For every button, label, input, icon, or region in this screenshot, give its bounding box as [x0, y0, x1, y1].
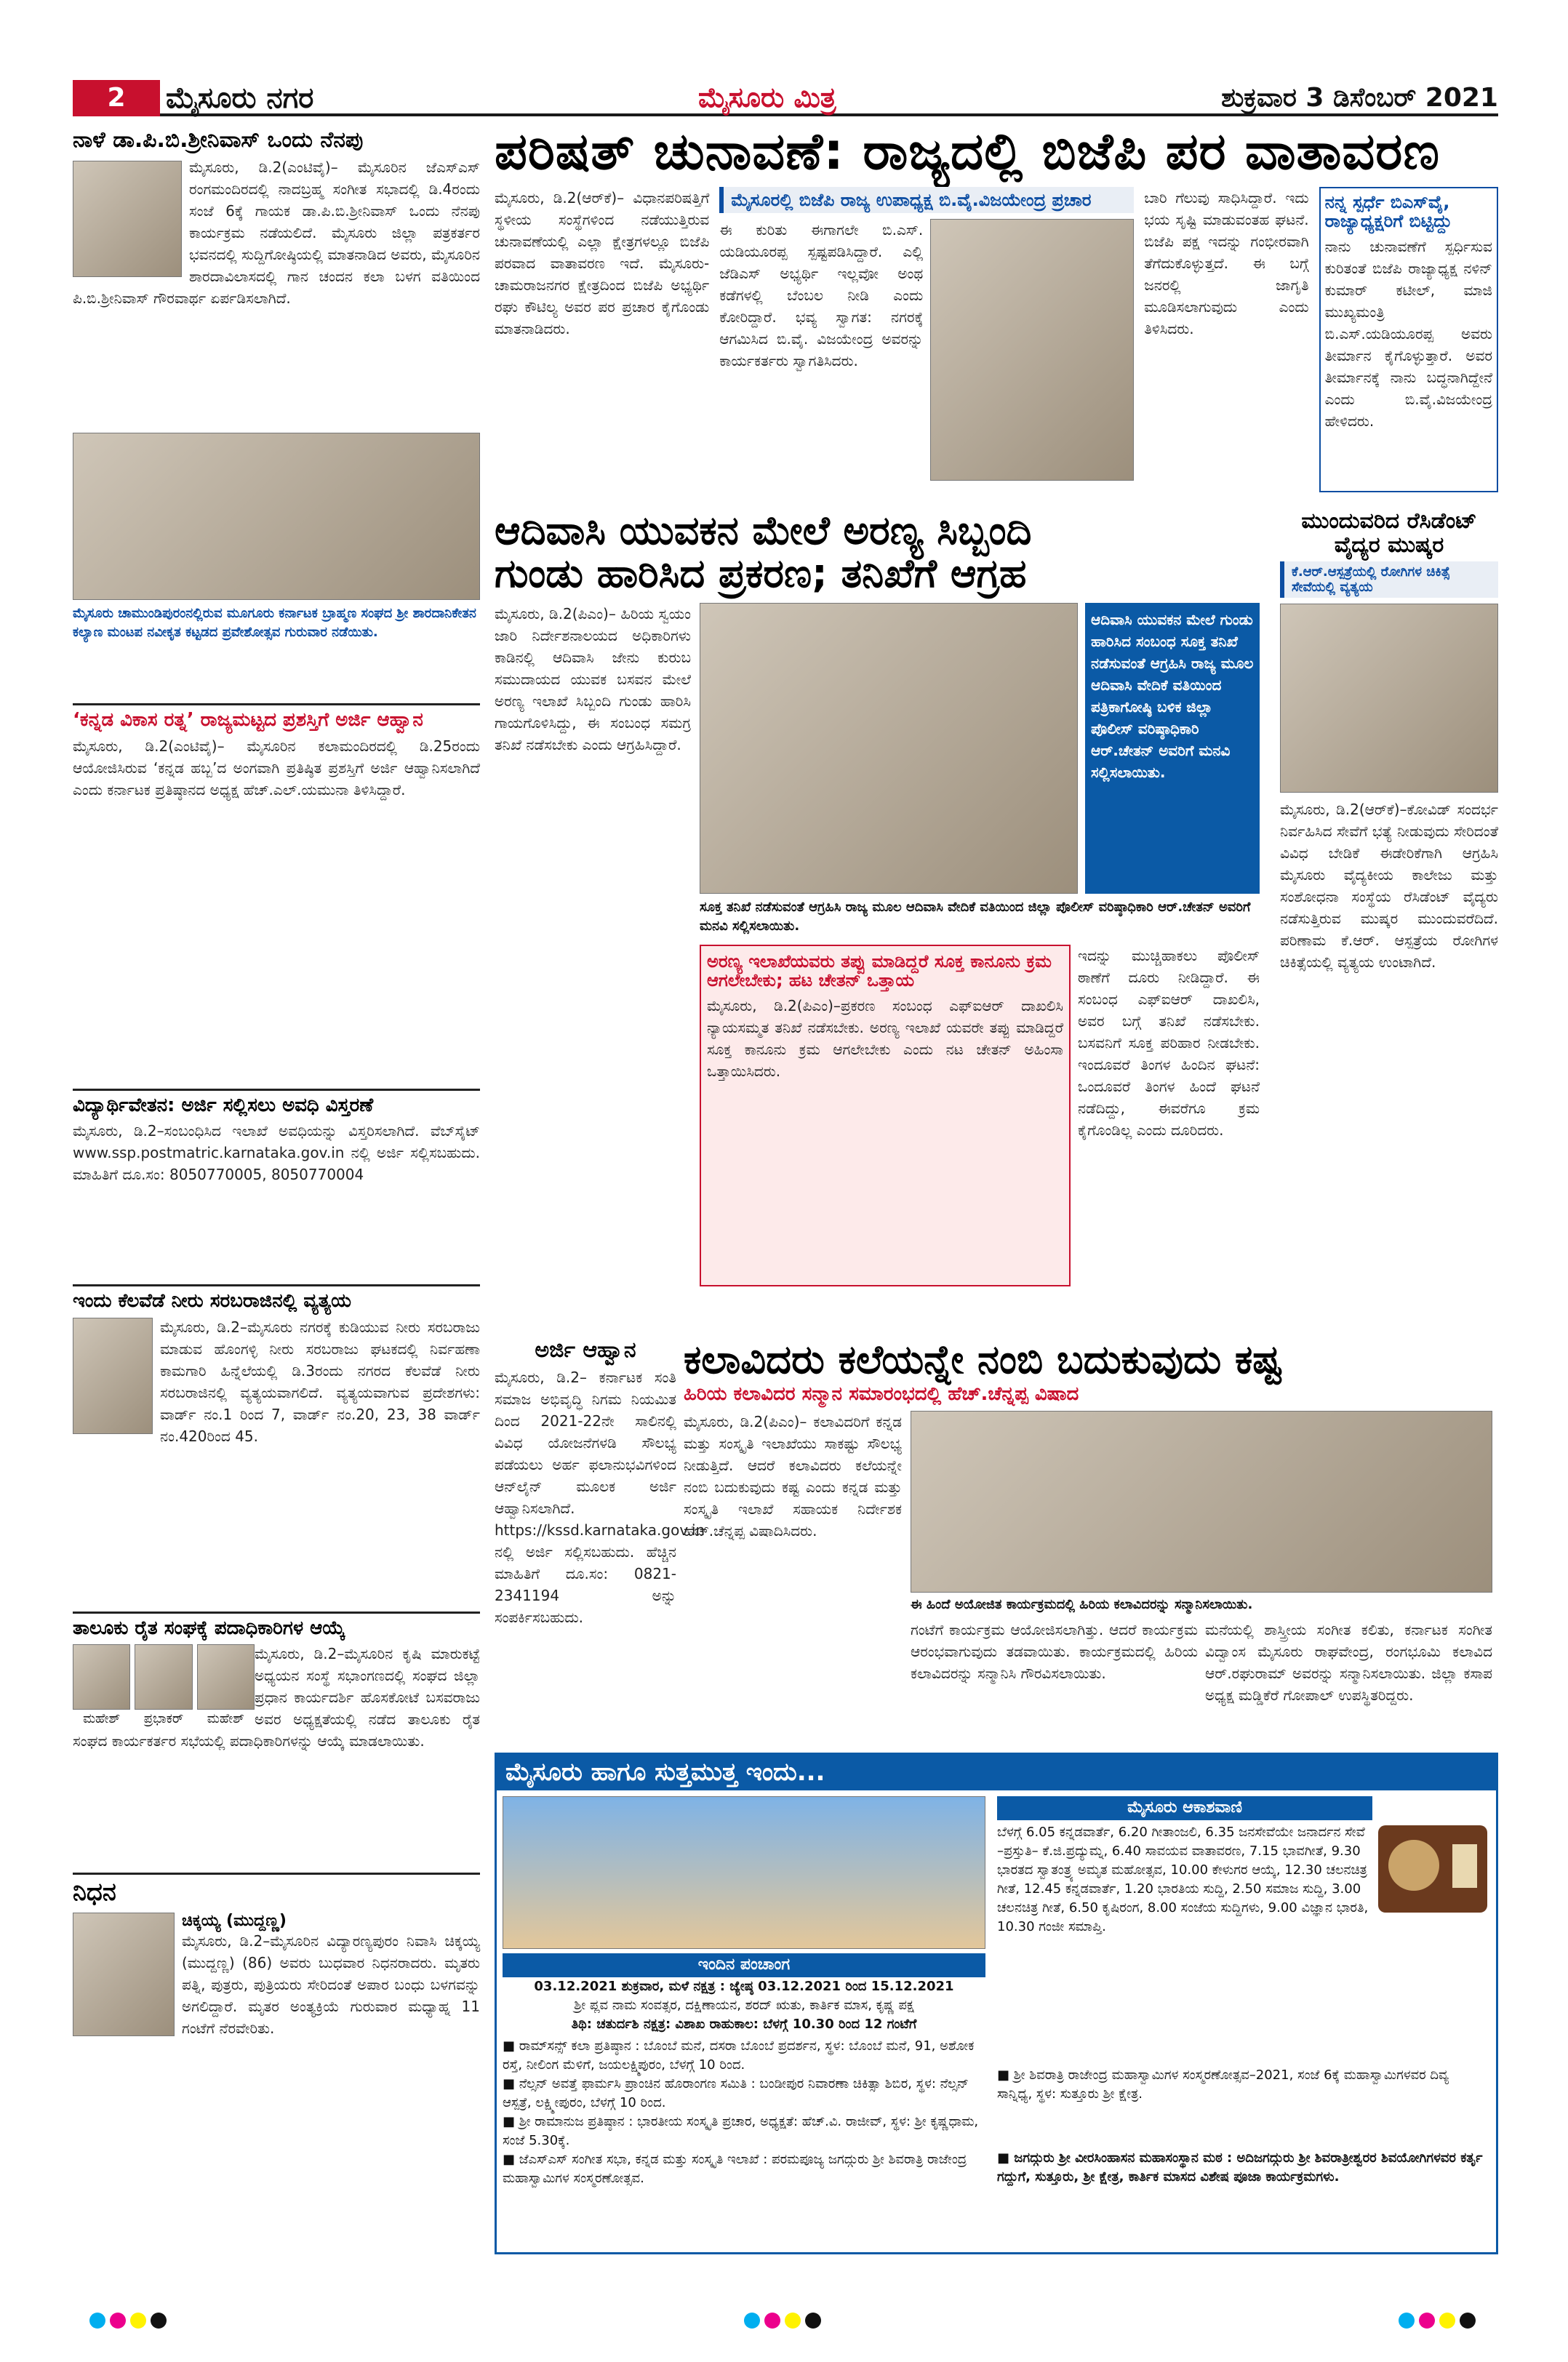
- felicitation-caption: ಈ ಹಿಂದೆ ಅಯೋಜಿತ ಕಾರ್ಯಕ್ರಮದಲ್ಲಿ ಹಿರಿಯ ಕಲಾವಿದರನ್ನು ಸನ್ಮಾನಿಸಲಾಯಿತು.: [911, 1596, 1253, 1612]
- vijayendra-photo: [930, 219, 1134, 481]
- water-tap-photo: [73, 1318, 153, 1434]
- artists-lower: [911, 1619, 1492, 1728]
- office-bearer-name: ಪ್ರಭಾಕರ್: [143, 1711, 184, 1727]
- adivasi-right: [700, 603, 1260, 1301]
- raitha-headline: ತಾಲೂಕು ರೈತ ಸಂಘಕ್ಕೆ ಪದಾಧಿಕಾರಿಗಳ ಆಯ್ಕೆ: [73, 1617, 345, 1639]
- left-column: [73, 124, 480, 2233]
- chetan-headline: ಅರಣ್ಯ ಇಲಾಖೆಯವರು ತಪ್ಪು ಮಾಡಿದ್ದರೆ ಸೂಕ್ತ ಕಾನೂನು ಕ್ರಮ ಆಗಲೇಬೇಕು; ಹಟ ಚೇತನ್ ಒತ್ತಾಯ: [707, 950, 1052, 991]
- lead-headline: ಪರಿಷತ್ ಚುನಾವಣೆ: ರಾಜ್ಯದಲ್ಲಿ ಬಿಜೆಪಿ ಪರ ವಾತಾವರಣ: [495, 121, 1440, 181]
- chetan-box: [700, 945, 1071, 1286]
- event-item: ■ ಜೆಎಸ್‌ಎಸ್ ಸಂಗೀತ ಸಭಾ, ಕನ್ನಡ ಮತ್ತು ಸಂಸ್ಕೃತಿ ಇಲಾಖೆ : ಪರಮಪೂಜ್ಯ ಜಗದ್ಗುರು ಶ್ರೀ ಶಿವರಾತ್ರಿ ರಾಜೇಂದ್ರ ಮಹಾಸ್ವಾಮಿಗಳ ಸಂಸ್ಮರಣೋತ್ಸವ.: [503, 2151, 967, 2186]
- mysore-palace-photo: [503, 1796, 985, 1949]
- registration-marks-left: [87, 2313, 169, 2331]
- event-item: ■ ರಾಮ್‌ಸನ್ಸ್ ಕಲಾ ಪ್ರತಿಷ್ಠಾನ : ಬೊಂಬೆ ಮನೆ, ದಸರಾ ಬೊಂಬೆ ಪ್ರದರ್ಶನ, ಸ್ಥಳ: ಬೊಂಬೆ ಮನೆ, 91, ಅಶೋಕ ರಸ್ತೆ, ನೀಲಿಂಗ ಮೆಳಿಗೆ, ಜಯಲಕ್ಷ್ಮಿಪುರಂ, ಬೆಳಗ್ಗೆ 10 ರಿಂದ.: [503, 2038, 975, 2073]
- award-headline: ‘ಕನ್ನಡ ವಿಕಾಸ ರತ್ನ’ ರಾಜ್ಯಮಟ್ಟದ ಪ್ರಶಸ್ತಿಗೆ ಅರ್ಜಿ ಆಹ್ವಾನ: [73, 709, 423, 731]
- award-body: ಮೈಸೂರು, ಡಿ.2(ಎಂಟಿವೈ)– ಮೈಸೂರಿನ ಕಲಾಮಂದಿರದಲ್ಲಿ ಡಿ.25ರಂದು ಆಯೋಜಿಸಿರುವ ‘ಕನ್ನಡ ಹಬ್ಬ’ದ ಅಂಗವಾಗಿ ಪ್ರತಿಷ್ಠಿತ ಪ್ರಶಸ್ತಿಗೆ ಅರ್ಜಿ ಆಹ್ವಾನಿಸಲಾಗಿದೆ ಎಂದು ಕರ್ನಾಟಕ ಪ್ರತಿಷ್ಠಾನದ ಅಧ್ಯಕ್ಷ ಹೆಚ್.ಎಲ್.ಯಮುನಾ ತಿಳಿಸಿದ್ದಾರೆ.: [73, 737, 480, 798]
- events-panel: [495, 1753, 1498, 2254]
- newspaper-logo: ಮೈಸೂರು ಮಿತ್ರ: [698, 81, 836, 113]
- obituary-body: ಮೈಸೂರು, ಡಿ.2–ಮೈಸೂರಿನ ವಿದ್ಯಾರಣ್ಯಪುರಂ ನಿವಾಸಿ ಚಿಕ್ಕಯ್ಯ (ಮುದ್ದಣ್ಣ) (86) ಅವರು ಬುಧವಾರ ನಿಧನರಾದರು. ಮೃತರು ಪತ್ನಿ, ಪುತ್ರರು, ಪುತ್ರಿಯರು ಸೇರಿದಂತೆ ಅಪಾರ ಬಂಧು ಬಳಗವನ್ನು ಅಗಲಿದ್ದಾರೆ. ಮೃತರ ಅಂತ್ಯಕ್ರಿಯೆ ಗುರುವಾರ ಮಧ್ಯಾಹ್ನ 11 ಗಂಟೆಗೆ ನೆರವೇರಿತು.: [182, 1931, 480, 2037]
- masthead: [73, 80, 1498, 116]
- lead-sidebar-headline: ನನ್ನ ಸ್ಪರ್ಧೆ ಬಿಎಸ್‌ವೈ, ರಾಜ್ಯಾಧ್ಯಕ್ಷರಿಗೆ ಬಿಟ್ಟಿದ್ದು: [1324, 192, 1452, 232]
- office-bearer-photo: [197, 1644, 255, 1710]
- doctors-kicker: ಕೆ.ಆರ್.ಆಸ್ಪತ್ರೆಯಲ್ಲಿ ರೋಗಿಗಳ ಚಿಕಿತ್ಸೆ ಸೇವೆಯಲ್ಲಿ ವ್ಯತ್ಯಯ: [1280, 561, 1498, 598]
- artists-row: [684, 1411, 1498, 1738]
- adivasi-body-c: ಇದನ್ನು ಮುಚ್ಚಿಹಾಕಲು ಪೊಲೀಸ್ ಠಾಣೆಗೆ ದೂರು ನೀಡಿದ್ದಾರೆ. ಈ ಸಂಬಂಧ ಎಫ್‌ಐಆರ್ ದಾಖಲಿಸಿ, ಅವರ ಬಗ್ಗೆ ತನಿಖೆ ನಡೆಸಬೇಕು. ಬಸವನಿಗೆ ಸೂಕ್ತ ಪರಿಹಾರ ನೀಡಬೇಕು. ಇಂದೂವರೆ ತಿಂಗಳ ಹಿಂದಿನ ಘಟನೆ: ಒಂದೂವರೆ ತಿಂಗಳ ಹಿಂದೆ ಘಟನೆ ನಡೆದಿದ್ದು, ಈವರೆಗೂ ಕ್ರಮ ಕೈಗೊಂಡಿಲ್ಲ ಎಂದು ದೂರಿದರು.: [1078, 946, 1260, 1139]
- lead-middle: [719, 187, 1134, 492]
- doctors-headline: ಮುಂದುವರಿದ ರೆಸಿಡೆಂಟ್ ವೈದ್ಯರ ಮುಷ್ಕರ: [1301, 508, 1477, 558]
- memorandum-caption: ಸೂಕ್ತ ತನಿಖೆ ನಡೆಸುವಂತೆ ಆಗ್ರಹಿಸಿ ರಾಜ್ಯ ಮೂಲ ಆದಿವಾಸಿ ವೇದಿಕೆ ವತಿಯಿಂದ ಜಿಲ್ಲಾ ಪೊಲೀಸ್ ವರಿಷ್ಠಾಧಿಕಾರಿ ಆರ್.ಚೇತನ್ ಅವರಿಗೆ ಮನವಿ ಸಲ್ಲಿಸಲಾಯಿತು.: [700, 899, 1251, 934]
- artists-body-c: ಮನೆಯಲ್ಲಿ ಶಾಸ್ತ್ರೀಯ ಸಂಗೀತ ಕಲಿತು, ಕರ್ನಾಟಕ ಸಂಗೀತ ವಿದ್ವಾಂಸ ಮೈಸೂರು ರಾಘವೇಂದ್ರ, ರಂಗಭೂಮಿ ಕಲಾವಿದ ಆರ್.ರಘುರಾಮ್ ಅವರನ್ನು ಸನ್ಮಾನಿಸಲಾಯಿತು. ಜಿಲ್ಲಾ ಕಸಾಪ ಅಧ್ಯಕ್ಷ ಮಡ್ಡಿಕೆರೆ ಗೋಪಾಲ್ ಉಪಸ್ಥಿತರಿದ್ದರು.: [1205, 1620, 1492, 1704]
- divider: [73, 703, 480, 705]
- registration-marks-center: [742, 2313, 823, 2331]
- panchang-line3: ತಿಥಿ: ಚತುರ್ದಶಿ ನಕ್ಷತ್ರ: ವಿಶಾಖ ರಾಹುಕಾಲ: ಬೆಳಗ್ಗೆ 10.30 ರಿಂದ 12 ಗಂಟೆಗೆ: [571, 2016, 917, 2032]
- lead-body-a: ಮೈಸೂರು, ಡಿ.2(ಆರ್‌ಕೆ)– ವಿಧಾನಪರಿಷತ್ತಿಗೆ ಸ್ಥಳೀಯ ಸಂಸ್ಥೆಗಳಿಂದ ನಡೆಯುತ್ತಿರುವ ಚುನಾವಣೆಯಲ್ಲಿ ಎಲ್ಲಾ ಕ್ಷೇತ್ರಗಳಲ್ಲೂ ಬಿಜೆಪಿ ಪರವಾದ ವಾತಾವರಣ ಇದೆ. ಮೈಸೂರು-ಚಾಮರಾಜನಗರ ಕ್ಷೇತ್ರದಿಂದ ಬಿಜೆಪಿ ಅಭ್ಯರ್ಥಿ ರಘು ಕೌಟಿಲ್ಯ ಅವರ ಪರ ಪ್ರಚಾರ ಕೈಗೊಂಡು ಮಾತನಾಡಿದರು.: [495, 189, 710, 337]
- section-title: ಮೈಸೂರು ನಗರ: [166, 81, 314, 115]
- scholarship-headline: ವಿದ್ಯಾರ್ಥಿವೇತನ: ಅರ್ಜಿ ಸಲ್ಲಿಸಲು ಅವಧಿ ವಿಸ್ತರಣೆ: [73, 1094, 374, 1116]
- water-headline: ಇಂದು ಕೆಲವೆಡೆ ನೀರು ಸರಬರಾಜಿನಲ್ಲಿ ವ್ಯತ್ಯಯ: [73, 1290, 351, 1313]
- pbs-headline: ನಾಳೆ ಡಾ.ಪಿ.ಬಿ.ಶ್ರೀನಿವಾಸ್ ಒಂದು ನೆನಪು: [73, 127, 364, 153]
- lead-middle-row: [719, 219, 1134, 481]
- radio-label: ಮೈಸೂರು ಆಕಾಶವಾಣಿ: [997, 1796, 1372, 1819]
- arji-body: ಮೈಸೂರು, ಡಿ.2– ಕರ್ನಾಟಕ ಸಂತಿ ಸಮಾಜ ಅಭಿವೃದ್ಧಿ ನಿಗಮ ನಿಯಮಿತ ದಿಂದ 2021-22ನೇ ಸಾಲಿನಲ್ಲಿ ವಿವಿಧ ಯೋಜನೆಗಳಡಿ ಸೌಲಭ್ಯ ಪಡೆಯಲು ಅರ್ಹ ಫಲಾನುಭವಿಗಳಿಂದ ಆನ್‌ಲೈನ್ ಮೂಲಕ ಅರ್ಜಿ ಆಹ್ವಾನಿಸಲಾಗಿದೆ. https://kssd.karnataka.gov.in ನಲ್ಲಿ ಅರ್ಜಿ ಸಲ್ಲಿಸಬಹುದು. ಹೆಚ್ಚಿನ ಮಾಹಿತಿಗೆ ದೂ.ಸಂ: 0821-2341194 ಅನ್ನು ಸಂಪರ್ಕಿಸಬಹುದು.: [495, 1369, 705, 1626]
- radio-dial: [1452, 1844, 1477, 1888]
- artists-story: [684, 1338, 1498, 1745]
- pbs-portrait-photo: [73, 161, 182, 277]
- office-bearer-name: ಮಹೇಶ್: [207, 1711, 244, 1727]
- divider: [73, 1873, 480, 1875]
- right-column: [1280, 509, 1498, 1331]
- adivasi-highlight-box: ಆದಿವಾಸಿ ಯುವಕನ ಮೇಲೆ ಗುಂಡು ಹಾರಿಸಿದ ಸಂಬಂಧ ಸೂಕ್ತ ತನಿಖೆ ನಡೆಸುವಂತೆ ಆಗ್ರಹಿಸಿ ರಾಜ್ಯ ಮೂಲ ಆದಿವಾಸಿ ವೇದಿಕೆ ವತಿಯಿಂದ ಪತ್ರಿಕಾಗೋಷ್ಠಿ ಬಳಿಕ ಜಿಲ್ಲಾ ಪೊಲೀಸ್ ವರಿಷ್ಠಾಧಿಕಾರಿ ಆರ್.ಚೇತನ್ ಅವರಿಗೆ ಮನವಿ ಸಲ್ಲಿಸಲಾಯಿತು.: [1085, 603, 1260, 894]
- artists-body-a: ಮೈಸೂರು, ಡಿ.2(ಪಿಎಂ)– ಕಲಾವಿದರಿಗೆ ಕನ್ನಡ ಮತ್ತು ಸಂಸ್ಕೃತಿ ಇಲಾಖೆಯು ಸಾಕಷ್ಟು ಸೌಲಭ್ಯ ನೀಡುತ್ತಿದೆ. ಆದರೆ ಕಲಾವಿದರು ಕಲೆಯನ್ನೇ ನಂಬಿ ಬದುಕುವುದು ಕಷ್ಟ ಎಂದು ಕನ್ನಡ ಮತ್ತು ಸಂಸ್ಕೃತಿ ಇಲಾಖೆ ಸಹಾಯಕ ನಿರ್ದೇಶಕ ಹೆಚ್.ಚೆನ್ನಪ್ಪ ವಿಷಾದಿಸಿದರು.: [684, 1412, 902, 1540]
- lead-sidebar: [1319, 187, 1498, 492]
- pbs-body: ಮೈಸೂರು, ಡಿ.2(ಎಂಟಿವೈ)– ಮೈಸೂರಿನ ಜೆಎಸ್‌ಎಸ್ ರಂಗಮಂದಿರದಲ್ಲಿ ನಾದಬ್ರಹ್ಮ ಸಂಗೀತ ಸಭಾದಲ್ಲಿ ಡಿ.4ರಂದು ಸಂಜೆ 6ಕ್ಕೆ ಗಾಯಕ ಡಾ.ಪಿ.ಬಿ.ಶ್ರೀನಿವಾಸ್ ಒಂದು ನೆನಪು ಕಾರ್ಯಕ್ರಮ ನಡೆಯಲಿದೆ. ಮೈಸೂರು ಜಿಲ್ಲಾ ಪತ್ರಕರ್ತರ ಭವನದಲ್ಲಿ ಸುದ್ದಿಗೋಷ್ಠಿಯಲ್ಲಿ ಮಾತನಾಡಿದ ಅವರು, ಮೈಸೂರಿನ ಶಾರದಾವಿಲಾಸದಲ್ಲಿ ಗಾನ ಚಂದನ ಕಲಾ ಬಳಗ ವತಿಯಿಂದ ಪಿ.ಬಿ.ಶ್ರೀನಿವಾಸ್ ಗೌರವಾರ್ಥ ಏರ್ಪಡಿಸಲಾಗಿದೆ.: [73, 159, 480, 307]
- obituary-portrait-photo: [73, 1913, 175, 2036]
- office-bearer-photo: [73, 1644, 130, 1710]
- radio-icon: [1378, 1825, 1487, 1913]
- chetan-body: ಮೈಸೂರು, ಡಿ.2(ಪಿಎಂ)–ಪ್ರಕರಣ ಸಂಬಂಧ ಎಫ್‌ಐಆರ್ ದಾಖಲಿಸಿ ನ್ಯಾಯಸಮ್ಮತ ತನಿಖೆ ನಡೆಸಬೇಕು. ಅರಣ್ಯ ಇಲಾಖೆ ಯವರೇ ತಪ್ಪು ಮಾಡಿದ್ದರೆ ಸೂಕ್ತ ಕಾನೂನು ಕ್ರಮ ಆಗಲೇಬೇಕು ಎಂದು ನಟ ಚೇತನ್ ಅಹಿಂಸಾ ಒತ್ತಾಯಿಸಿದರು.: [707, 996, 1063, 1080]
- adivasi-body-a: ಮೈಸೂರು, ಡಿ.2(ಪಿಎಂ)– ಹಿರಿಯ ಸ್ವಯಂ ಜಾರಿ ನಿರ್ದೇಶನಾಲಯದ ಅಧಿಕಾರಿಗಳು ಕಾಡಿನಲ್ಲಿ ಆದಿವಾಸಿ ಜೇನು ಕುರುಬ ಸಮುದಾಯದ ಯುವಕ ಬಸವನ ಮೇಲೆ ಅರಣ್ಯ ಇಲಾಖೆ ಸಿಬ್ಬಂದಿ ಗುಂಡು ಹಾರಿಸಿ ಗಾಯಗೊಳಿಸಿದ್ದು, ಈ ಸಂಬಂಧ ಸಮಗ್ರ ತನಿಖೆ ನಡೆಸಬೇಕು ಎಂದು ಆಗ್ರಹಿಸಿದ್ದಾರೆ.: [495, 604, 691, 753]
- adivasi-story: [495, 509, 1265, 1331]
- event-item: ■ ಶ್ರೀ ರಾಮಾನುಜ ಪ್ರತಿಷ್ಠಾನ : ಭಾರತೀಯ ಸಂಸ್ಕೃತಿ ಪ್ರಚಾರ, ಅಧ್ಯಕ್ಷತೆ: ಹೆಚ್.ವಿ. ರಾಜೀವ್, ಸ್ಥಳ: ಶ್ರೀ ಕೃಷ್ಣಧಾಮ, ಸಂಜೆ 5.30ಕ್ಕೆ.: [503, 2113, 979, 2148]
- office-bearer-card: [135, 1644, 192, 1729]
- radio-more: ■ ಶ್ರೀ ಶಿವರಾತ್ರಿ ರಾಜೇಂದ್ರ ಮಹಾಸ್ವಾಮಿಗಳ ಸಂಸ್ಮರಣೋತ್ಸವ–2021, ಸಂಜೆ 6ಕ್ಕೆ ಮಹಾಸ್ವಾಮಿಗಳವರ ದಿವ್ಯ ಸಾನ್ನಿಧ್ಯ, ಸ್ಥಳ: ಸುತ್ತೂರು ಶ್ರೀ ಕ್ಷೇತ್ರ.: [997, 2067, 1449, 2102]
- page-number: 2: [107, 83, 126, 113]
- lead-columns: [495, 187, 1498, 492]
- lead-kicker: ಮೈಸೂರಲ್ಲಿ ಬಿಜೆಪಿ ರಾಜ್ಯ ಉಪಾಧ್ಯಕ್ಷ ಬಿ.ವೈ.ವಿಜಯೇಂದ್ರ ಪ್ರಚಾರ: [719, 187, 1134, 213]
- scholarship-body: ಮೈಸೂರು, ಡಿ.2–ಸಂಬಂಧಿಸಿದ ಇಲಾಖೆ ಅವಧಿಯನ್ನು ವಿಸ್ತರಿಸಲಾಗಿದೆ. ವೆಬ್‌ಸೈಟ್ www.ssp.postmatric.karnataka.gov.in ನಲ್ಲಿ ಅರ್ಜಿ ಸಲ್ಲಿಸಬಹುದು. ಮಾಹಿತಿಗೆ ದೂ.ಸಂ: 8050770005, 8050770004: [73, 1122, 480, 1184]
- lead-sidebar-body: ನಾನು ಚುನಾವಣೆಗೆ ಸ್ಪರ್ಧಿಸುವ ಕುರಿತಂತೆ ಬಿಜೆಪಿ ರಾಜ್ಯಾಧ್ಯಕ್ಷ ನಳಿನ್ ಕುಮಾರ್ ಕಟೀಲ್, ಮಾಜಿ ಮುಖ್ಯಮಂತ್ರಿ ಬಿ.ಎಸ್.ಯಡಿಯೂರಪ್ಪ ಅವರು ತೀರ್ಮಾನ ಕೈಗೊಳ್ಳುತ್ತಾರೆ. ಅವರ ತೀರ್ಮಾನಕ್ಕೆ ನಾನು ಬದ್ಧನಾಗಿದ್ದೇನೆ ಎಂದು ಬಿ.ವೈ.ವಿಜಯೇಂದ್ರ ಹೇಳಿದರು.: [1324, 237, 1492, 430]
- panchang-label: ಇಂದಿನ ಪಂಚಾಂಗ: [503, 1953, 985, 1977]
- radio-block: [997, 1796, 1487, 2062]
- events-left: [497, 1790, 991, 2212]
- lead-body-b: ಈ ಕುರಿತು ಈಗಾಗಲೇ ಬಿ.ಎಸ್. ಯಡಿಯೂರಪ್ಪ ಸ್ಪಷ್ಟಪಡಿಸಿದ್ದಾರೆ. ಎಲ್ಲಿ ಜೆಡಿಎಸ್ ಅಭ್ಯರ್ಥಿ ಇಲ್ಲವೋ ಅಂಥ ಕಡೆಗಳಲ್ಲಿ ಬೆಂಬಲ ನೀಡಿ ಎಂದು ಕೋರಿದ್ದಾರೆ. ಭವ್ಯ ಸ್ವಾಗತ: ನಗರಕ್ಕೆ ಆಗಮಿಸಿದ ಬಿ.ವೈ. ವಿಜಯೇಂದ್ರ ಅವರನ್ನು ಕಾರ್ಯಕರ್ತರು ಸ್ವಾಗತಿಸಿದರು.: [719, 221, 924, 369]
- raitha-body: ಮೈಸೂರು, ಡಿ.2–ಮೈಸೂರಿನ ಕೃಷಿ ಮಾರುಕಟ್ಟೆ ಅಧ್ಯಯನ ಸಂಸ್ಥೆ ಸಭಾಂಗಣದಲ್ಲಿ ಸಂಘದ ಜಿಲ್ಲಾ ಪ್ರಧಾನ ಕಾರ್ಯದರ್ಶಿ ಹೊಸಕೋಟೆ ಬಸವರಾಜು ಅವರ ಅಧ್ಯಕ್ಷತೆಯಲ್ಲಿ ನಡೆದ ತಾಲೂಕು ರೈತ ಸಂಘದ ಕಾರ್ಯಕರ್ತರ ಸಭೆಯಲ್ಲಿ ಪದಾಧಿಕಾರಿಗಳನ್ನು ಆಯ್ಕೆ ಮಾಡಲಾಯಿತು.: [73, 1645, 480, 1750]
- office-bearer-card: [197, 1644, 255, 1729]
- water-body: ಮೈಸೂರು, ಡಿ.2–ಮೈಸೂರು ನಗರಕ್ಕೆ ಕುಡಿಯುವ ನೀರು ಸರಬರಾಜು ಮಾಡುವ ಹೊಂಗಳ್ಳಿ ನೀರು ಸರಬರಾಜು ಘಟಕದಲ್ಲಿ ನಿರ್ವಹಣಾ ಕಾಮಗಾರಿ ಹಿನ್ನೆಲೆಯಲ್ಲಿ ಡಿ.3ರಂದು ನಗರದ ಕೆಲವೆಡೆ ನೀರು ಸರಬರಾಜಿನಲ್ಲಿ ವ್ಯತ್ಯಯವಾಗಲಿದೆ. ವ್ಯತ್ಯಯವಾಗುವ ಪ್ರದೇಶಗಳು: ವಾರ್ಡ್ ನಂ.1 ರಿಂದ 7, ವಾರ್ಡ್ ನಂ.20, 23, 38 ವಾರ್ಡ್ ನಂ.420ರಿಂದ 45.: [160, 1318, 480, 1445]
- memorandum-photo: [700, 603, 1078, 894]
- adivasi-headline-line2: ಗುಂಡು ಹಾರಿಸಿದ ಪ್ರಕರಣ; ತನಿಖೆಗೆ ಆಗ್ರಹ: [495, 551, 1027, 597]
- artists-right: [911, 1411, 1492, 1738]
- events-banner: ಮೈಸೂರು ಹಾಗೂ ಸುತ್ತಮುತ್ತ ಇಂದು...: [497, 1755, 1496, 1790]
- office-bearer-card: [73, 1644, 130, 1729]
- lead-body-c: ಬಾರಿ ಗೆಲುವು ಸಾಧಿಸಿದ್ದಾರೆ. ಇದು ಭಯ ಸೃಷ್ಟಿ ಮಾಡುವಂತಹ ಘಟನೆ. ಬಿಜೆಪಿ ಪಕ್ಷ ಇದನ್ನು ಗಂಭೀರವಾಗಿ ತೆಗೆದುಕೊಳ್ಳುತ್ತದೆ. ಈ ಬಗ್ಗೆ ಜನರಲ್ಲಿ ಜಾಗೃತಿ ಮೂಡಿಸಲಾಗುವುದು ಎಂದು ತಿಳಿಸಿದರು.: [1144, 189, 1309, 337]
- arji-story: [495, 1337, 705, 1745]
- divider: [73, 1089, 480, 1091]
- felicitation-photo: [911, 1411, 1492, 1593]
- divider: [73, 1612, 480, 1614]
- radio-body: ಬೆಳಗ್ಗೆ 6.05 ಕನ್ನಡವಾರ್ತೆ, 6.20 ಗೀತಾಂಜಲಿ, 6.35 ಜನಸೇವೆಯೇ ಜನಾರ್ದನ ಸೇವೆ –ಪ್ರಸ್ತುತಿ– ಕೆ.ಜಿ.ಪ್ರದ್ಯುಮ್ನ, 6.40 ಸಾವಯವ ವಾತಾವರಣ, 7.15 ಭಾವಗೀತೆ, 9.30 ಭಾರತದ ಸ್ವಾತಂತ್ರ್ಯ ಅಮೃತ ಮಹೋತ್ಸವ, 10.00 ಕೇಳುಗರ ಆಯ್ಕೆ, 12.30 ಚಲನಚಿತ್ರ ಗೀತೆ, 12.45 ಕನ್ನಡವಾರ್ತೆ, 1.20 ಭಾರತಿಯ ಸುದ್ದಿ, 2.50 ಸಮಾಜ ಸುದ್ದಿ, 3.00 ಚಲನಚಿತ್ರ ಗೀತೆ, 6.50 ಕೃಷಿರಂಗ, 8.00 ಸಂಜೆಯ ಸುದ್ದಿಗಳು, 9.00 ವಿಜ್ಞಾನ ಭಾರತಿ, 10.30 ಗಂಜೀ ಸಮಾಪ್ತಿ.: [997, 1824, 1369, 1934]
- events-right: [991, 1790, 1493, 2212]
- divider: [73, 1284, 480, 1286]
- artists-body-b: ಗಂಟೆಗೆ ಕಾರ್ಯಕ್ರಮ ಆಯೋಜಿಸಲಾಗಿತ್ತು. ಆದರೆ ಕಾರ್ಯಕ್ರಮ ಆರಂಭವಾಗುವುದು ತಡವಾಯಿತು. ಕಾರ್ಯಕ್ರಮದಲ್ಲಿ ಹಿರಿಯ ಕಲಾವಿದರನ್ನು ಸನ್ಮಾನಿಸಿ ಗೌರವಿಸಲಾಯಿತು.: [911, 1620, 1198, 1682]
- obituary-name: ಚಿಕ್ಕಯ್ಯ (ಮುದ್ದಣ್ಣ): [182, 1911, 287, 1930]
- radio-speaker: [1388, 1840, 1439, 1891]
- artists-kicker: ಹಿರಿಯ ಕಲಾವಿದರ ಸನ್ಮಾನ ಸಮಾರಂಭದಲ್ಲಿ ಹೆಚ್.ಚೆನ್ನಪ್ಪ ವಿಷಾದ: [684, 1383, 1079, 1406]
- obituary-headline: ನಿಧನ: [73, 1878, 116, 1907]
- issue-date: ಶುಕ್ರವಾರ 3 ಡಿಸೆಂಬರ್ 2021: [1221, 83, 1498, 113]
- page-number-box: [73, 80, 160, 116]
- hall-inauguration-photo: [73, 433, 480, 600]
- doctors-body: ಮೈಸೂರು, ಡಿ.2(ಆರ್‌ಕೆ)–ಕೋವಿಡ್ ಸಂದರ್ಭ ನಿರ್ವಹಿಸಿದ ಸೇವೆಗೆ ಭತ್ಯೆ ನೀಡುವುದು ಸೇರಿದಂತೆ ವಿವಿಧ ಬೇಡಿಕೆ ಈಡೇರಿಕೆಗಾಗಿ ಆಗ್ರಹಿಸಿ ಮೈಸೂರು ವೈದ್ಯಕೀಯ ಕಾಲೇಜು ಮತ್ತು ಸಂಶೋಧನಾ ಸಂಸ್ಥೆಯ ರೆಸಿಡೆಂಟ್ ವೈದ್ಯರು ನಡೆಸುತ್ತಿರುವ ಮುಷ್ಕರ ಮುಂದುವರೆದಿದೆ. ಪರಿಣಾಮ ಕೆ.ಆರ್. ಆಸ್ಪತ್ರೆಯ ರೋಗಿಗಳ ಚಿಕಿತ್ಸೆಯಲ್ಲಿ ವ್ಯತ್ಯಯ ಉಂಟಾಗಿದೆ.: [1280, 801, 1498, 971]
- registration-marks-right: [1396, 2313, 1478, 2331]
- artists-headline: ಕಲಾವಿದರು ಕಲೆಯನ್ನೇ ನಂಬಿ ಬದುಕುವುದು ಕಷ್ಟ: [684, 1337, 1282, 1382]
- lead-story: [495, 121, 1498, 502]
- adivasi-row-top: [495, 603, 1265, 1301]
- events-body: [497, 1790, 1496, 2212]
- office-bearer-name: ಮಹೇಶ್: [83, 1711, 121, 1727]
- adivasi-photo-row: [700, 603, 1260, 894]
- panchang-line2: ಶ್ರೀ ಪ್ಲವ ನಾಮ ಸಂವತ್ಸರ, ದಕ್ಷಿಣಾಯನ, ಶರದ್ ಋತು, ಕಾರ್ತಿಕ ಮಾಸ, ಕೃಷ್ಣ ಪಕ್ಷ: [574, 1997, 914, 2013]
- adivasi-lower: [700, 945, 1260, 1286]
- jagadguru-item: ■ ಜಗದ್ಗುರು ಶ್ರೀ ವೀರಸಿಂಹಾಸನ ಮಹಾಸಂಸ್ಥಾನ ಮಠ : ಅದಿಜಗದ್ಗುರು ಶ್ರೀ ಶಿವರಾತ್ರೀಶ್ವರರ ಶಿವಯೋಗಿಗಳವರ ಕರ್ತೃ ಗದ್ದುಗೆ, ಸುತ್ತೂರು, ಶ್ರೀ ಕ್ಷೇತ್ರ, ಕಾರ್ತಿಕ ಮಾಸದ ವಿಶೇಷ ಪೂಜಾ ಕಾರ್ಯಕ್ರಮಗಳು.: [997, 2150, 1483, 2185]
- hall-photo-caption: ಮೈಸೂರು ಚಾಮುಂಡಿಪುರಂನಲ್ಲಿರುವ ಮೂಗೂರು ಕರ್ನಾಟಕ ಬ್ರಾಹ್ಮಣ ಸಂಘದ ಶ್ರೀ ಶಾರದಾನಿಕೇತನ ಕಲ್ಯಾಣ ಮಂಟಪ ನವೀಕೃತ ಕಟ್ಟಡದ ಪ್ರವೇಶೋತ್ಸವ ಗುರುವಾರ ನಡೆಯಿತು.: [73, 606, 476, 640]
- office-bearer-photo: [135, 1644, 192, 1710]
- event-item: ■ ನೆಲ್ಸನ್ ಅವತ್ತೆ ಫಾರ್ಮಸಿ ಪ್ರಾಂಚಿನ ಹೊರಾಂಗಣ ಸಮಿತಿ : ಬಂಡೀಪುರ ನಿವಾರಣಾ ಚಿಕಿತ್ಸಾ ಶಿಬಿರ, ಸ್ಥಳ: ನೆಲ್ಸನ್ ಆಸ್ಪತ್ರೆ, ಲಕ್ಷ್ಮೀಪುರಂ, ಬೆಳಗ್ಗೆ 10 ರಿಂದ.: [503, 2075, 969, 2110]
- arji-headline: ಅರ್ಜಿ ಆಹ್ವಾನ: [535, 1337, 636, 1363]
- adivasi-headline-line1: ಆದಿವಾಸಿ ಯುವಕನ ಮೇಲೆ ಅರಣ್ಯ ಸಿಬ್ಬಂದಿ: [495, 508, 1032, 553]
- radio-schedule: [997, 1796, 1372, 2062]
- raitha-photos: [73, 1644, 255, 1729]
- doctors-protest-photo: [1280, 604, 1498, 793]
- panchang-line1: 03.12.2021 ಶುಕ್ರವಾರ, ಮಳೆ ನಕ್ಷತ್ರ : ಜ್ಯೇಷ್ಠ 03.12.2021 ರಿಂದ 15.12.2021: [534, 1978, 954, 1994]
